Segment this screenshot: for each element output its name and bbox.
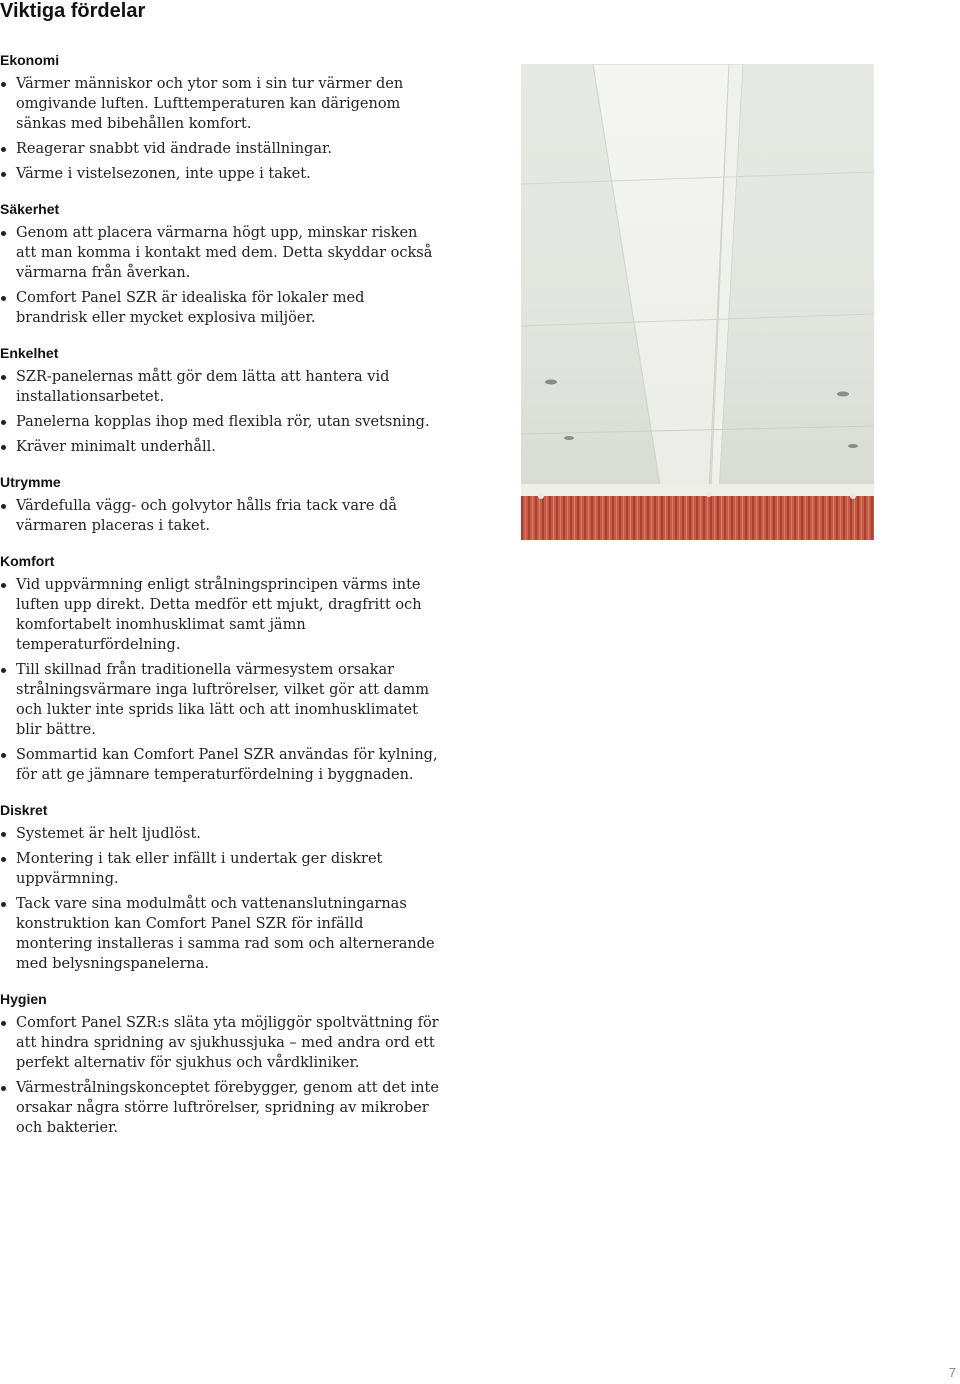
section-enkelhet: [0, 345, 440, 457]
section-heading: Ekonomi: [0, 52, 60, 68]
section-komfort: [0, 553, 440, 785]
bullet-list: [0, 367, 440, 457]
benefits-column: [0, 52, 440, 1155]
bullet-list: [0, 1013, 440, 1138]
list-item: Systemet är helt ljudlöst.: [0, 824, 440, 844]
bullet-list: [0, 223, 440, 328]
section-heading: Komfort: [0, 553, 55, 569]
section-diskret: [0, 802, 440, 974]
list-item: Reagerar snabbt vid ändrade inställningar.: [0, 139, 440, 159]
list-item: Sommartid kan Comfort Panel SZR användas för kylning, för att ge jämnare temperaturfördelning i byggnaden.: [0, 745, 440, 785]
list-item: Värmer människor och ytor som i sin tur värmer den omgivande luften. Lufttemperaturen kan därigenom sänkas med bibehållen komfort.: [0, 74, 440, 134]
page-number: 7: [948, 1365, 956, 1380]
section-heading: Hygien: [0, 991, 47, 1007]
list-item: SZR-panelernas mått gör dem lätta att hantera vid installationsarbetet.: [0, 367, 440, 407]
section-heading: Enkelhet: [0, 345, 59, 361]
list-item: Till skillnad från traditionella värmesystem orsakar strålningsvärmare inga luftrörelser, vilket gör att damm och lukter inte sprids lika lätt och att inomhusklimatet blir bättre.: [0, 660, 440, 740]
list-item: Comfort Panel SZR:s släta yta möjliggör spoltvättning för att hindra spridning av sjukhussjuka – med andra ord ett perfekt alternativ för sjukhus och vårdkliniker.: [0, 1013, 440, 1073]
section-heading: Diskret: [0, 802, 48, 818]
section-hygien: [0, 991, 440, 1138]
bullet-list: [0, 74, 440, 184]
list-item: Kräver minimalt underhåll.: [0, 437, 440, 457]
bullet-list: [0, 575, 440, 785]
list-item: Panelerna kopplas ihop med flexibla rör, utan svetsning.: [0, 412, 440, 432]
section-sakerhet: [0, 201, 440, 328]
list-item: Värmestrålningskonceptet förebygger, genom att det inte orsakar några större luftrörelser, spridning av mikrober och bakterier.: [0, 1078, 440, 1138]
list-item: Comfort Panel SZR är idealiska för lokaler med brandrisk eller mycket explosiva miljöer.: [0, 288, 440, 328]
list-item: Vid uppvärmning enligt strålningsprincipen värms inte luften upp direkt. Detta medför ett mjukt, dragfritt och komfortabelt inomhusklimat samt jämn temperaturfördelning.: [0, 575, 440, 655]
list-item: Värdefulla vägg- och golvytor hålls fria tack vare då värmaren placeras i taket.: [0, 496, 440, 536]
section-utrymme: [0, 474, 440, 536]
page-title: Viktiga fördelar: [0, 0, 146, 22]
section-ekonomi: [0, 52, 440, 184]
section-heading: Utrymme: [0, 474, 61, 490]
bullet-list: [0, 824, 440, 974]
ceiling-panel-photo: [521, 64, 874, 540]
list-item: Tack vare sina modulmått och vattenanslutningarnas konstruktion kan Comfort Panel SZR för infälld montering installeras i samma rad som och alternerande med belysningspanelerna.: [0, 894, 440, 974]
section-heading: Säkerhet: [0, 201, 60, 217]
list-item: Montering i tak eller infällt i undertak ger diskret uppvärmning.: [0, 849, 440, 889]
list-item: Värme i vistelsezonen, inte uppe i taket.: [0, 164, 440, 184]
bullet-list: [0, 496, 440, 536]
list-item: Genom att placera värmarna högt upp, minskar risken att man komma i kontakt med dem. Detta skyddar också värmarna från åverkan.: [0, 223, 440, 283]
